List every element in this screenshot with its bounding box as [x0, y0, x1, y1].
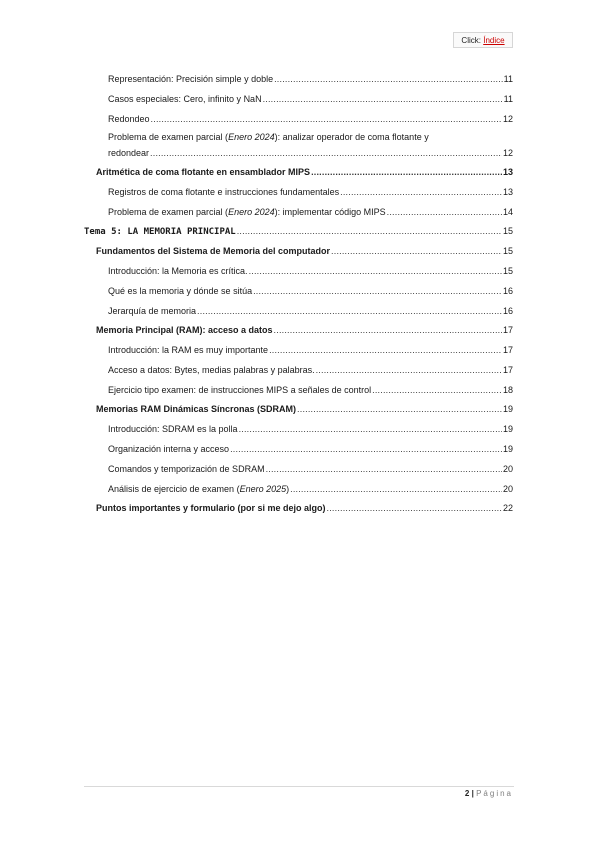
toc-entry-page: 20	[502, 464, 513, 474]
index-link-box[interactable]	[453, 32, 513, 48]
toc-entry-intro-sdram[interactable]	[108, 424, 513, 434]
toc-entry-title: Puntos importantes y formulario (por si me dejo algo)	[96, 503, 326, 513]
toc-entry-page: 15	[502, 226, 513, 236]
page-footer	[465, 789, 513, 798]
toc-entry-ejercicio-mips[interactable]	[108, 385, 513, 395]
page-number: 2	[464, 789, 470, 798]
toc-entry-title-part: ): implementar código MIPS	[274, 207, 386, 217]
toc-entry-title: Memoria Principal (RAM): acceso a datos	[96, 325, 273, 335]
toc-entry-page: 16	[502, 286, 513, 296]
toc-entry-title: Fundamentos del Sistema de Memoria del computador	[96, 246, 331, 256]
toc-entry-aritmetica-mips[interactable]	[96, 167, 513, 177]
toc-entry-page: 11	[503, 94, 513, 104]
toc-entry-title: Introducción: SDRAM es la polla	[108, 424, 238, 434]
toc-entry-problema-operador-line1[interactable]	[108, 132, 429, 142]
toc-entry-tema-5[interactable]	[84, 226, 513, 237]
toc-entry-casos-especiales[interactable]	[108, 94, 513, 104]
toc-entry-page: 17	[502, 325, 513, 335]
index-link-label: Click:	[461, 36, 481, 45]
toc-entry-intro-ram[interactable]	[108, 345, 513, 355]
toc-entry-page: 15	[502, 266, 513, 276]
toc-entry-title: redondear	[108, 148, 150, 158]
footer-separator: |	[471, 789, 474, 798]
toc-entry-sdram[interactable]	[96, 404, 513, 414]
toc-entry-page: 11	[503, 74, 513, 84]
toc-entry-title: Qué es la memoria y dónde se sitúa	[108, 286, 253, 296]
toc-entry-redondeo[interactable]	[108, 114, 513, 124]
footer-divider	[84, 786, 514, 787]
toc-entry-registros[interactable]	[108, 187, 513, 197]
toc-entry-page: 17	[502, 365, 513, 375]
toc-entry-title: Organización interna y acceso	[108, 444, 230, 454]
toc-entry-page: 19	[502, 444, 513, 454]
toc-entry-fundamentos[interactable]	[96, 246, 513, 256]
toc-entry-page: 15	[502, 246, 513, 256]
toc-entry-problema-operador[interactable]	[108, 148, 513, 158]
index-link[interactable]: Índice	[483, 36, 505, 45]
toc-entry-page: 16	[502, 306, 513, 316]
toc-entry-title-emphasis: Enero 2024	[228, 207, 275, 217]
toc-entry-title: Ejercicio tipo examen: de instrucciones MIPS a señales de control	[108, 385, 372, 395]
toc-entry-title-part: Problema de examen parcial (	[108, 132, 229, 142]
toc-entry-page: 13	[502, 187, 513, 197]
toc-entry-page: 20	[502, 484, 513, 494]
toc-entry-title	[108, 207, 386, 217]
toc-entry-title: Introducción: la RAM es muy importante	[108, 345, 269, 355]
toc-entry-page: 22	[502, 503, 513, 513]
toc-entry-analisis-ejercicio[interactable]	[108, 484, 513, 494]
toc-entry-page: 17	[502, 345, 513, 355]
toc-entry-title: Acceso a datos: Bytes, medias palabras y palabras.	[108, 365, 315, 375]
toc-entry-title: Redondeo	[108, 114, 150, 124]
toc-entry-comandos[interactable]	[108, 464, 513, 474]
toc-entry-title: Representación: Precisión simple y doble	[108, 74, 274, 84]
toc-entry-title: Aritmética de coma flotante en ensamblador MIPS	[96, 167, 311, 177]
toc-entry-page: 13	[502, 167, 513, 177]
toc-entry-title: Tema 5: LA MEMORIA PRINCIPAL	[84, 227, 236, 237]
toc-entry-title: Introducción: la Memoria es crítica.	[108, 266, 248, 276]
toc-entry-acceso-datos[interactable]	[108, 365, 513, 375]
toc-entry-page: 19	[502, 424, 513, 434]
toc-entry-title: Casos especiales: Cero, infinito y NaN	[108, 94, 262, 104]
toc-entry-organizacion[interactable]	[108, 444, 513, 454]
toc-entry-memoria-principal[interactable]	[96, 325, 513, 335]
toc-entry-title-part: Problema de examen parcial (	[108, 207, 229, 217]
toc-entry-puntos-importantes[interactable]	[96, 503, 513, 513]
toc-entry-intro-memoria[interactable]	[108, 266, 513, 276]
toc-entry-title-part: Análisis de ejercicio de examen (	[108, 484, 240, 494]
toc-entry-page: 14	[502, 207, 513, 217]
toc-entry-jerarquia[interactable]	[108, 306, 513, 316]
toc-entry-title: Registros de coma flotante e instrucciones fundamentales	[108, 187, 340, 197]
toc-entry-representacion[interactable]	[108, 74, 513, 84]
toc-entry-page: 18	[502, 385, 513, 395]
toc-entry-title: Jerarquía de memoria	[108, 306, 197, 316]
toc-entry-title: Comandos y temporización de SDRAM	[108, 464, 265, 474]
page-word: Página	[476, 789, 513, 798]
toc-entry-title-emphasis: Enero 2025	[239, 484, 287, 494]
toc-entry-title: Memorias RAM Dinámicas Síncronas (SDRAM)	[96, 404, 297, 414]
toc-entry-page: 12	[502, 148, 513, 158]
toc-entry-problema-mips[interactable]	[108, 207, 513, 217]
toc-entry-page: 12	[502, 114, 513, 124]
toc-entry-title	[108, 484, 289, 494]
toc-entry-title-emphasis: Enero 2024	[228, 132, 275, 142]
toc-entry-title-part: ): analizar operador de coma flotante y	[274, 132, 429, 142]
toc-entry-title-part: )	[286, 484, 290, 494]
toc-entry-que-es-memoria[interactable]	[108, 286, 513, 296]
toc-entry-page: 19	[502, 404, 513, 414]
